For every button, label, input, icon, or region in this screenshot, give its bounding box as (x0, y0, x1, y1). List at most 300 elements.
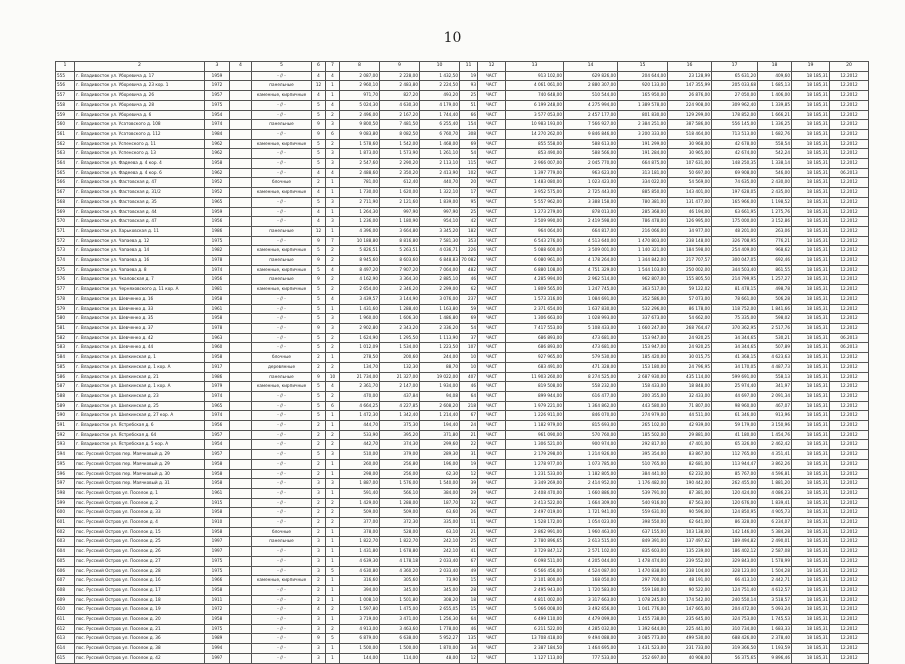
table-cell: 4 905,73 (758, 508, 792, 518)
table-cell (230, 362, 252, 372)
table-cell: ЧАСТ (478, 197, 506, 207)
table-cell: 18 185,31 (792, 615, 830, 625)
table-cell: 12.2012 (830, 450, 869, 460)
table-cell: 1958 (205, 469, 230, 479)
address-cell: г. Владивосток ул. Шилкинская д. 1 кор. А (75, 382, 205, 392)
table-cell: 3 (312, 537, 326, 547)
table-cell: 12.2012 (830, 440, 869, 450)
table-cell: 1974 (205, 391, 230, 401)
table-cell: ЧАСТ (478, 615, 506, 625)
address-cell: г. Владивосток ул. Шевченко д. 35 (75, 314, 205, 324)
table-cell: 8 816,80 (380, 236, 420, 246)
table-cell: 2 (326, 508, 340, 518)
table-cell: 18 185,31 (792, 129, 830, 139)
table-cell: 1 809 565,00 (506, 285, 564, 295)
table-cell: 4 (312, 71, 326, 81)
table-cell: 558,13 (758, 372, 792, 382)
address-cell: г. Владивосток ул. Фадеева д. 4 кор. 4 (75, 159, 205, 169)
table-cell: 67 (460, 411, 478, 421)
table-cell: 2 (326, 430, 340, 440)
table-row (56, 585, 869, 595)
table-cell: 2 880 307,00 (564, 81, 618, 91)
table-cell: - // - (252, 450, 312, 460)
table-cell: 18 185,31 (792, 265, 830, 275)
table-cell: 10 983 193,00 (506, 120, 564, 130)
table-row (56, 450, 869, 460)
table-cell: 12.2012 (830, 149, 869, 159)
table-cell: 443 580,00 (618, 401, 668, 411)
housing-register-table (55, 61, 869, 664)
table-cell: 118 752,00 (712, 304, 758, 314)
table-cell: 65 631,20 (712, 71, 758, 81)
table-cell: 780 381,00 (618, 197, 668, 207)
table-cell: 4 (326, 100, 340, 110)
table-cell: 1978 (205, 256, 230, 266)
table-cell: 4 178,18 (380, 556, 420, 566)
table-cell: 1 620,00 (380, 188, 420, 198)
table-cell: 885 850,00 (618, 188, 668, 198)
address-cell: пос. Русский Остров ул. Поселок д. 4 (75, 518, 205, 528)
row-id-cell: 596 (56, 469, 75, 479)
table-cell: 62 641,00 (668, 518, 712, 528)
table-cell: 1 (326, 81, 340, 91)
row-id-cell: 589 (56, 401, 75, 411)
table-cell: 470,00 (340, 391, 380, 401)
table-cell: 41 180,00 (712, 430, 758, 440)
table-cell: 4 630,80 (340, 566, 380, 576)
table-cell: 1 (326, 188, 340, 198)
address-cell: пос. Русский Остров ул. Поселок д. 27 (75, 556, 205, 566)
table-cell: 308,20 (420, 595, 460, 605)
table-cell: 1952 (205, 178, 230, 188)
table-cell: 18 185,31 (792, 566, 830, 576)
table-cell: 6 (326, 129, 340, 139)
row-id-cell: 567 (56, 188, 75, 198)
table-cell: 1 140 321,00 (618, 246, 668, 256)
table-cell: 5 (312, 333, 326, 343)
table-cell: 1 256,30 (420, 615, 460, 625)
table-cell: 6 211 522,00 (506, 624, 564, 634)
table-cell: 4 (312, 168, 326, 178)
table-cell: 5 066 008,00 (506, 605, 564, 615)
table-cell: 444,70 (340, 421, 380, 431)
table-cell: 375,30 (380, 421, 420, 431)
table-cell: 471 328,00 (564, 362, 618, 372)
table-cell: 42 939,00 (668, 421, 712, 431)
table-cell: 1 468,00 (420, 139, 460, 149)
table-cell (230, 421, 252, 431)
table-row (56, 537, 869, 547)
table-cell: 18 185,31 (792, 644, 830, 654)
table-cell: 1 078 245,00 (618, 595, 668, 605)
table-cell (230, 595, 252, 605)
table-cell: 2 087,00 (340, 71, 380, 81)
table-cell: 12.2012 (830, 537, 869, 547)
table-cell: 599 691,00 (712, 372, 758, 382)
row-id-cell: 609 (56, 595, 75, 605)
table-cell: 18 185,31 (792, 236, 830, 246)
row-id-cell: 579 (56, 304, 75, 314)
table-cell: 2 (312, 498, 326, 508)
table-cell: 23 128,99 (668, 71, 712, 81)
table-cell: ЧАСТ (478, 236, 506, 246)
table-cell: 46 (460, 624, 478, 634)
table-cell: 1 778,00 (420, 624, 460, 634)
table-cell: 26 876,00 (668, 91, 712, 101)
table-cell: 40 908,00 (668, 653, 712, 663)
table-row (56, 256, 869, 266)
table-cell: 113 944,47 (712, 459, 758, 469)
table-cell: 143 401,00 (668, 188, 712, 198)
table-cell: 1958 (205, 615, 230, 625)
table-cell: 3 952 575,00 (506, 188, 564, 198)
table-cell: 2 (312, 459, 326, 469)
table-cell: ЧАСТ (478, 275, 506, 285)
address-cell: пос. Русский Остров ул. Поселок д. 38 (75, 644, 205, 654)
table-cell: 5 (312, 450, 326, 460)
row-id-cell: 601 (56, 518, 75, 528)
table-cell: 1 (326, 226, 340, 236)
table-cell: 12 (312, 81, 326, 91)
table-cell: 4 639,30 (340, 556, 380, 566)
table-cell: 964 064,00 (506, 226, 564, 236)
table-cell: 2 966 007,00 (506, 159, 564, 169)
row-id-cell: 599 (56, 498, 75, 508)
table-cell: 467,07 (758, 401, 792, 411)
address-cell: пос. Русский Остров ул. Поселок д. 28 (75, 566, 205, 576)
table-cell (230, 110, 252, 120)
row-id-cell: 575 (56, 265, 75, 275)
table-cell: 1 012,09 (340, 343, 380, 353)
table-cell: 12.2012 (830, 256, 869, 266)
row-id-cell: 578 (56, 294, 75, 304)
table-row (56, 188, 869, 198)
table-cell: 32 (460, 498, 478, 508)
table-cell: 2 (326, 285, 340, 295)
row-id-cell: 576 (56, 275, 75, 285)
table-cell: 5 (312, 110, 326, 120)
address-cell: г. Владивосток ул. Харьковская д. 11 (75, 226, 205, 236)
table-cell: 384,00 (420, 488, 460, 498)
table-cell: 1952 (205, 188, 230, 198)
table-cell: 499 530,00 (668, 634, 712, 644)
table-cell: 94,08 (420, 391, 460, 401)
table-cell: 2 121,60 (380, 197, 420, 207)
table-cell: 25 (460, 207, 478, 217)
table-row (56, 294, 869, 304)
address-cell: пос. Русский Остров ул. Поселок д. 20 (75, 615, 205, 625)
table-row (56, 333, 869, 343)
table-cell: блочные (252, 527, 312, 537)
table-cell: 9 (312, 256, 326, 266)
table-cell: 1 275,76 (758, 207, 792, 217)
row-id-cell: 612 (56, 624, 75, 634)
table-cell: 235 645,00 (668, 615, 712, 625)
table-cell: 3 (312, 644, 326, 654)
table-row (56, 479, 869, 489)
table-cell: 313 181,00 (618, 168, 668, 178)
column-number-cell: 2 (75, 62, 205, 72)
table-cell: 1 500,00 (340, 644, 380, 654)
table-cell: 165 966,00 (712, 197, 758, 207)
table-cell: 1 344 842,00 (618, 256, 668, 266)
table-cell: 1986 (205, 372, 230, 382)
table-cell: ЧАСТ (478, 168, 506, 178)
address-cell: пос. Русский Остров ул. Поселок д. 18 (75, 595, 205, 605)
table-cell: - // - (252, 585, 312, 595)
table-cell: 440,70 (420, 178, 460, 188)
table-row (56, 246, 869, 256)
table-cell: 18 185,31 (792, 605, 830, 615)
table-cell: 1961 (205, 304, 230, 314)
table-cell: 4 275 994,00 (564, 100, 618, 110)
table-cell: 12.2012 (830, 71, 869, 81)
table-cell: 12.2012 (830, 139, 869, 149)
page-number: 10 (443, 30, 462, 46)
table-cell: 540 916,00 (618, 498, 668, 508)
table-cell: 612,40 (380, 178, 420, 188)
table-cell: 542,24 (758, 149, 792, 159)
table-cell: 2 (326, 624, 340, 634)
table-cell: 1994 (205, 644, 230, 654)
table-cell: 1 054 023,00 (564, 518, 618, 528)
table-cell: 1962 (205, 149, 230, 159)
table-cell: 5 952,27 (420, 634, 460, 644)
table-cell: 786 478,00 (618, 217, 668, 227)
table-cell: 387 586,00 (668, 120, 712, 130)
table-cell: 1 (326, 488, 340, 498)
table-cell: 154 (460, 120, 478, 130)
table-cell: 506,28 (758, 294, 792, 304)
table-cell: 18 185,31 (792, 508, 830, 518)
table-cell: ЧАСТ (478, 120, 506, 130)
table-cell: 3 388 158,00 (564, 197, 618, 207)
table-cell: 12.2012 (830, 246, 869, 256)
table-cell: - // - (252, 605, 312, 615)
table-cell: 1 (326, 644, 340, 654)
row-id-cell: 561 (56, 129, 75, 139)
table-cell: 510 544,00 (564, 91, 618, 101)
table-cell: 48,00 (420, 653, 460, 663)
table-cell: 34 344,65 (712, 333, 758, 343)
table-cell: 2 654,00 (340, 285, 380, 295)
table-cell: 539 791,00 (618, 488, 668, 498)
table-cell: 18 185,31 (792, 314, 830, 324)
table-cell: 1954 (205, 440, 230, 450)
table-cell: 8 497,20 (340, 265, 380, 275)
address-cell: г. Владивосток ул. Шилкинская д. 1 (75, 353, 205, 363)
table-cell: 437,84 (380, 391, 420, 401)
table-row (56, 653, 869, 663)
table-cell: панельные (252, 120, 312, 130)
table-cell: 1 176 482,00 (618, 479, 668, 489)
table-cell: 12.2012 (830, 285, 869, 295)
table-cell: 683 491,00 (506, 362, 564, 372)
address-cell: г. Владивосток ул. Уборевича д. 23 кор. 1 (75, 81, 205, 91)
table-cell: 1 (326, 411, 340, 421)
table-cell: - // - (252, 207, 312, 217)
table-cell: ЧАСТ (478, 323, 506, 333)
table-cell: 175 000,00 (712, 217, 758, 227)
table-cell: 3 (326, 197, 340, 207)
table-cell: 2 962 514,00 (564, 275, 618, 285)
table-cell: 2 (312, 353, 326, 363)
table-cell: 637 155,00 (618, 527, 668, 537)
table-cell: 1959 (205, 71, 230, 81)
table-cell: панельные (252, 81, 312, 91)
table-cell: 1 730,00 (340, 188, 380, 198)
table-cell: 1 664 309,00 (564, 498, 618, 508)
table-cell: 2 (312, 527, 326, 537)
table-cell (230, 246, 252, 256)
table-cell: 971,70 (340, 91, 380, 101)
table-cell: 81 478,15 (712, 285, 758, 295)
table-cell: 120 424,00 (712, 488, 758, 498)
table-cell: панельные (252, 537, 312, 547)
table-cell (230, 401, 252, 411)
column-number-row (56, 62, 869, 72)
table-cell: 9 (312, 129, 326, 139)
table-cell: 1974 (205, 265, 230, 275)
table-cell: 2 (312, 421, 326, 431)
table-cell: 5 (312, 197, 326, 207)
table-cell: 533,90 (340, 430, 380, 440)
table-cell (230, 100, 252, 110)
table-cell: 1 247 745,00 (564, 285, 618, 295)
table-cell: 1965 (205, 197, 230, 207)
table-cell: панельные (252, 226, 312, 236)
table-cell: 59 (460, 304, 478, 314)
table-row (56, 605, 869, 615)
table-cell: 4 (326, 382, 340, 392)
table-cell: 1 073 785,00 (564, 459, 618, 469)
table-row (56, 527, 869, 537)
table-cell: 1984 (205, 129, 230, 139)
table-cell: 1 288,40 (380, 304, 420, 314)
table-cell: 12.2012 (830, 634, 869, 644)
table-cell: 1956 (205, 217, 230, 227)
table-cell: - // - (252, 333, 312, 343)
table-cell: 664 875,00 (618, 159, 668, 169)
table-cell: 12.2012 (830, 479, 869, 489)
table-cell (230, 411, 252, 421)
table-cell: 835 603,00 (618, 547, 668, 557)
table-cell: 18 185,31 (792, 159, 830, 169)
column-number-cell: 9 (380, 62, 420, 72)
table-cell: 2 (326, 391, 340, 401)
table-cell: 12.2012 (830, 421, 869, 431)
table-cell: ЧАСТ (478, 401, 506, 411)
table-cell: 12.2012 (830, 508, 869, 518)
table-cell: - // - (252, 498, 312, 508)
table-cell: 20 (460, 178, 478, 188)
table-cell: 1 455 738,00 (618, 615, 668, 625)
row-id-cell: 566 (56, 178, 75, 188)
table-row (56, 469, 869, 479)
row-id-cell: 582 (56, 333, 75, 343)
table-cell: 250 002,00 (668, 265, 712, 275)
table-cell: 815 693,00 (564, 421, 618, 431)
table-cell: 18 185,31 (792, 71, 830, 81)
table-cell (230, 285, 252, 295)
table-cell: 260,00 (340, 459, 380, 469)
table-row (56, 488, 869, 498)
table-cell: 498,78 (758, 285, 792, 295)
table-cell: 48 191,00 (668, 576, 712, 586)
table-cell: 1958 (205, 353, 230, 363)
table-cell: 9 (312, 120, 326, 130)
table-cell: 2 (326, 139, 340, 149)
table-cell: 473 681,00 (564, 343, 618, 353)
table-cell: 801 830,00 (618, 110, 668, 120)
address-cell: г. Владивосток ул. Уборевича д. 17 (75, 71, 205, 81)
table-cell: 144,00 (340, 653, 380, 663)
table-cell: 6 543 276,00 (506, 236, 564, 246)
table-cell: 4 205 044,00 (564, 556, 618, 566)
row-id-cell: 574 (56, 256, 75, 266)
table-cell (230, 294, 252, 304)
table-cell: 19 022,00 (420, 372, 460, 382)
table-cell: 2 902,80 (340, 323, 380, 333)
table-cell: 398 550,00 (618, 518, 668, 528)
table-cell: ЧАСТ (478, 139, 506, 149)
table-cell (230, 217, 252, 227)
table-cell: каменные, кирпичные (252, 285, 312, 295)
table-cell: 2 228,00 (380, 71, 420, 81)
table-cell: 9 846 846,00 (564, 129, 618, 139)
table-cell: 1 342,40 (380, 411, 420, 421)
row-id-cell: 602 (56, 527, 75, 537)
table-cell: 29 (460, 488, 478, 498)
table-cell: панельные (252, 275, 312, 285)
table-cell: 1962 (205, 139, 230, 149)
table-cell: 12.2012 (830, 207, 869, 217)
table-cell: 1 084 691,00 (564, 294, 618, 304)
table-cell: 83 867,00 (668, 450, 712, 460)
table-cell: 12.2012 (830, 226, 869, 236)
table-cell: 12.2012 (830, 430, 869, 440)
table-cell: 1958 (205, 479, 230, 489)
table-cell: 18 185,31 (792, 450, 830, 460)
table-cell: 18 185,31 (792, 304, 830, 314)
table-cell: 11 903 260,00 (506, 372, 564, 382)
table-cell: 182 (460, 226, 478, 236)
table-row (56, 71, 869, 81)
table-cell: 546,00 (758, 168, 792, 178)
table-cell: 69 908,00 (712, 168, 758, 178)
table-cell: ЧАСТ (478, 372, 506, 382)
table-cell: 18 185,31 (792, 168, 830, 178)
table-cell: 3 509 990,00 (506, 217, 564, 227)
table-cell: 1 (326, 615, 340, 625)
table-cell: 31 (460, 450, 478, 460)
row-id-cell: 590 (56, 411, 75, 421)
table-cell: 2 587,08 (758, 547, 792, 557)
table-cell: 556 145,00 (712, 120, 758, 130)
table-cell (230, 450, 252, 460)
table-row (56, 91, 869, 101)
table-cell: 185 502,00 (618, 430, 668, 440)
row-id-cell: 608 (56, 585, 75, 595)
address-cell: г. Владивосток ул. Шевченко д. 37 (75, 323, 205, 333)
row-id-cell: 556 (56, 81, 75, 91)
address-cell: пос. Русский Остров ул. Поселок д. 42 (75, 653, 205, 663)
table-cell: 1963 (205, 333, 230, 343)
address-cell: пос. Русский Остров пер. Маячковый д. 30 (75, 469, 205, 479)
table-cell: 776,21 (758, 236, 792, 246)
table-cell: 4 811 002,00 (506, 595, 564, 605)
table-row (56, 382, 869, 392)
